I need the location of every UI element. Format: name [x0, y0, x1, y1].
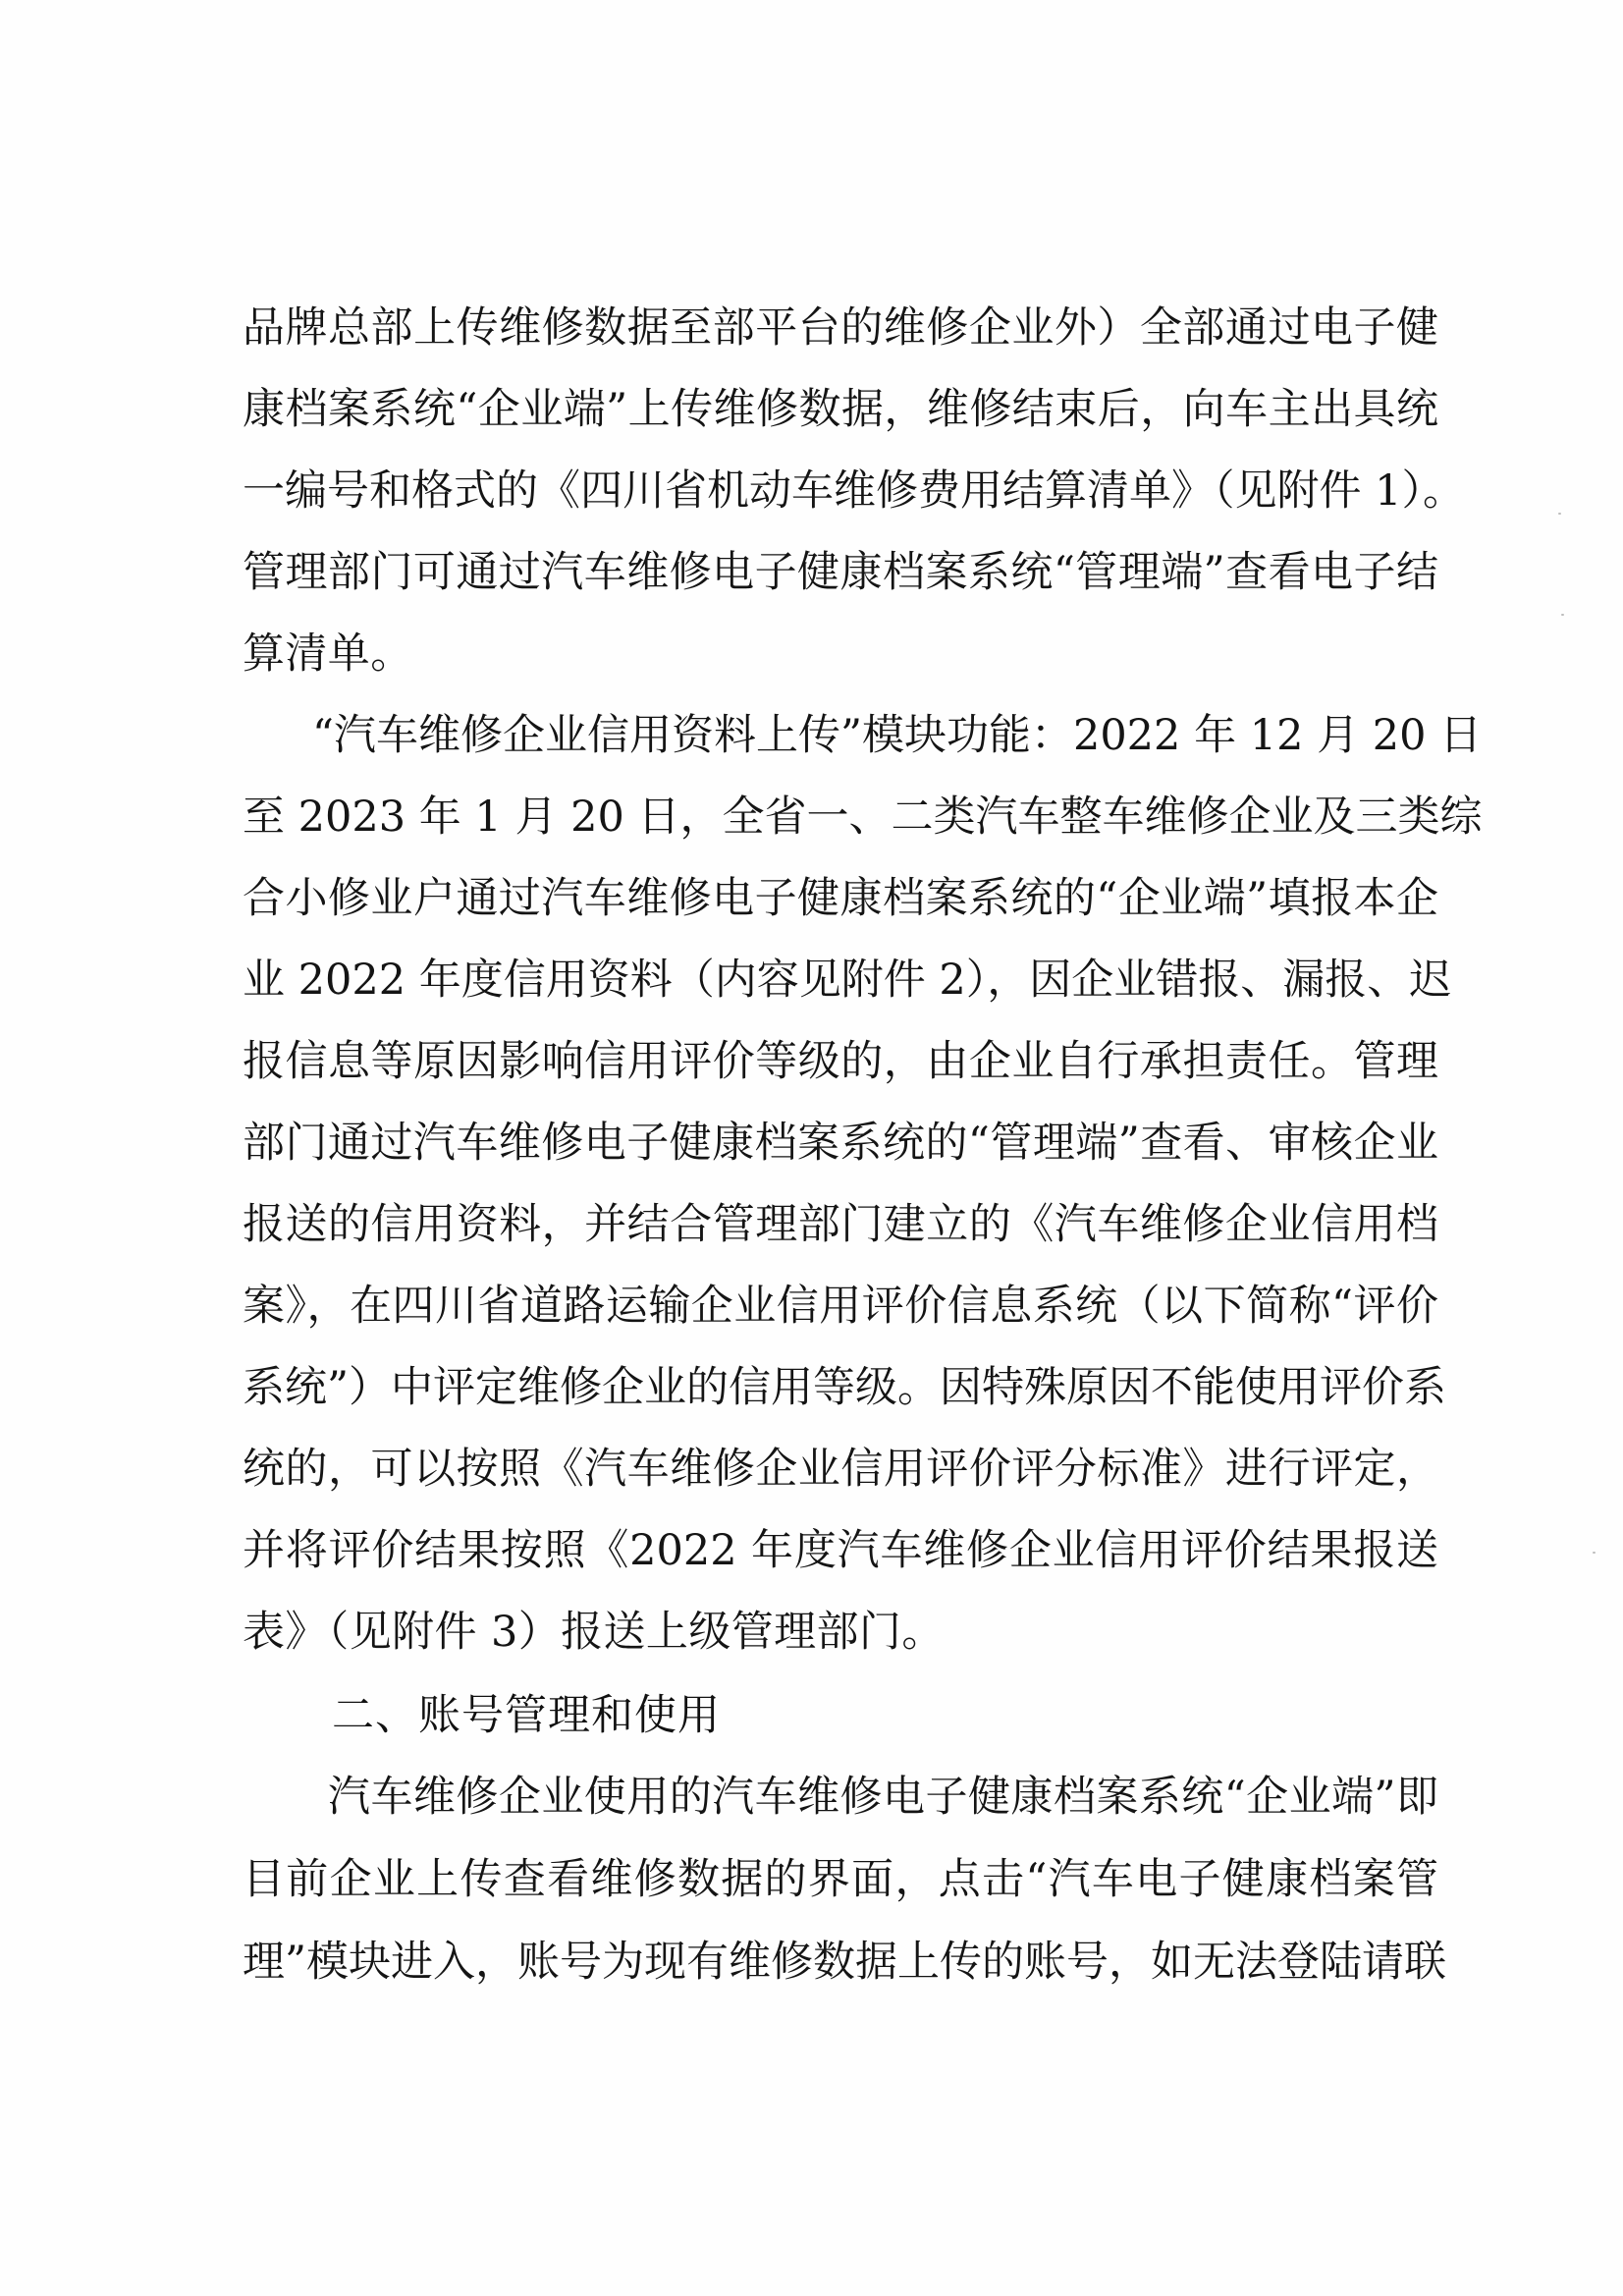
paragraph-1-line-5: 算清单。 — [243, 629, 413, 679]
scan-speck — [1593, 1552, 1596, 1554]
paragraph-2-line-2: 至 2023 年 1 月 20 日，全省一、二类汽车整车维修企业及三类综 — [243, 793, 1483, 842]
paragraph-2-line-8: 案》，在四川省道路运输企业信用评价信息系统（以下简称“评价 — [243, 1282, 1438, 1331]
paragraph-1-line-4: 管理部门可通过汽车维修电子健康档案系统“管理端”查看电子结 — [243, 548, 1438, 597]
paragraph-1-line-3: 一编号和格式的《四川省机动车维修费用结算清单》（见附件 1）。 — [243, 466, 1466, 516]
section-heading: 二、账号管理和使用 — [332, 1691, 721, 1740]
paragraph-2-line-11: 并将评价结果按照《2022 年度汽车维修企业信用评价结果报送 — [243, 1526, 1438, 1575]
paragraph-2-line-9: 系统”）中评定维修企业的信用等级。因特殊原因不能使用评价系 — [243, 1363, 1446, 1412]
paragraph-2-line-4: 业 2022 年度信用资料（内容见附件 2），因企业错报、漏报、迟 — [243, 956, 1452, 1005]
paragraph-2-line-3: 合小修业户通过汽车维修电子健康档案系统的“企业端”填报本企 — [243, 874, 1438, 923]
scan-speck — [1561, 614, 1564, 616]
scan-speck — [1558, 513, 1561, 515]
paragraph-3-line-1: 汽车维修企业使用的汽车维修电子健康档案系统“企业端”即 — [328, 1773, 1438, 1822]
paragraph-2-line-5: 报信息等原因影响信用评价等级的，由企业自行承担责任。管理 — [243, 1037, 1438, 1086]
paragraph-2-line-7: 报送的信用资料，并结合管理部门建立的《汽车维修企业信用档 — [243, 1200, 1438, 1249]
paragraph-2-line-6: 部门通过汽车维修电子健康档案系统的“管理端”查看、审核企业 — [243, 1119, 1438, 1168]
paragraph-1-line-2: 康档案系统“企业端”上传维修数据，维修结束后，向车主出具统 — [243, 385, 1438, 434]
paragraph-2-line-12: 表》（见附件 3）报送上级管理部门。 — [243, 1608, 945, 1657]
paragraph-1-line-1: 品牌总部上传维修数据至部平台的维修企业外）全部通过电子健 — [243, 303, 1438, 353]
paragraph-3-line-3: 理”模块进入，账号为现有维修数据上传的账号，如无法登陆请联 — [243, 1938, 1446, 1987]
paragraph-2-line-1: “汽车维修企业信用资料上传”模块功能：2022 年 12 月 20 日 — [312, 711, 1483, 760]
paragraph-2-line-10: 统的，可以按照《汽车维修企业信用评价评分标准》进行评定， — [243, 1445, 1438, 1494]
paragraph-3-line-2: 目前企业上传查看维修数据的界面，点击“汽车电子健康档案管 — [243, 1855, 1438, 1904]
